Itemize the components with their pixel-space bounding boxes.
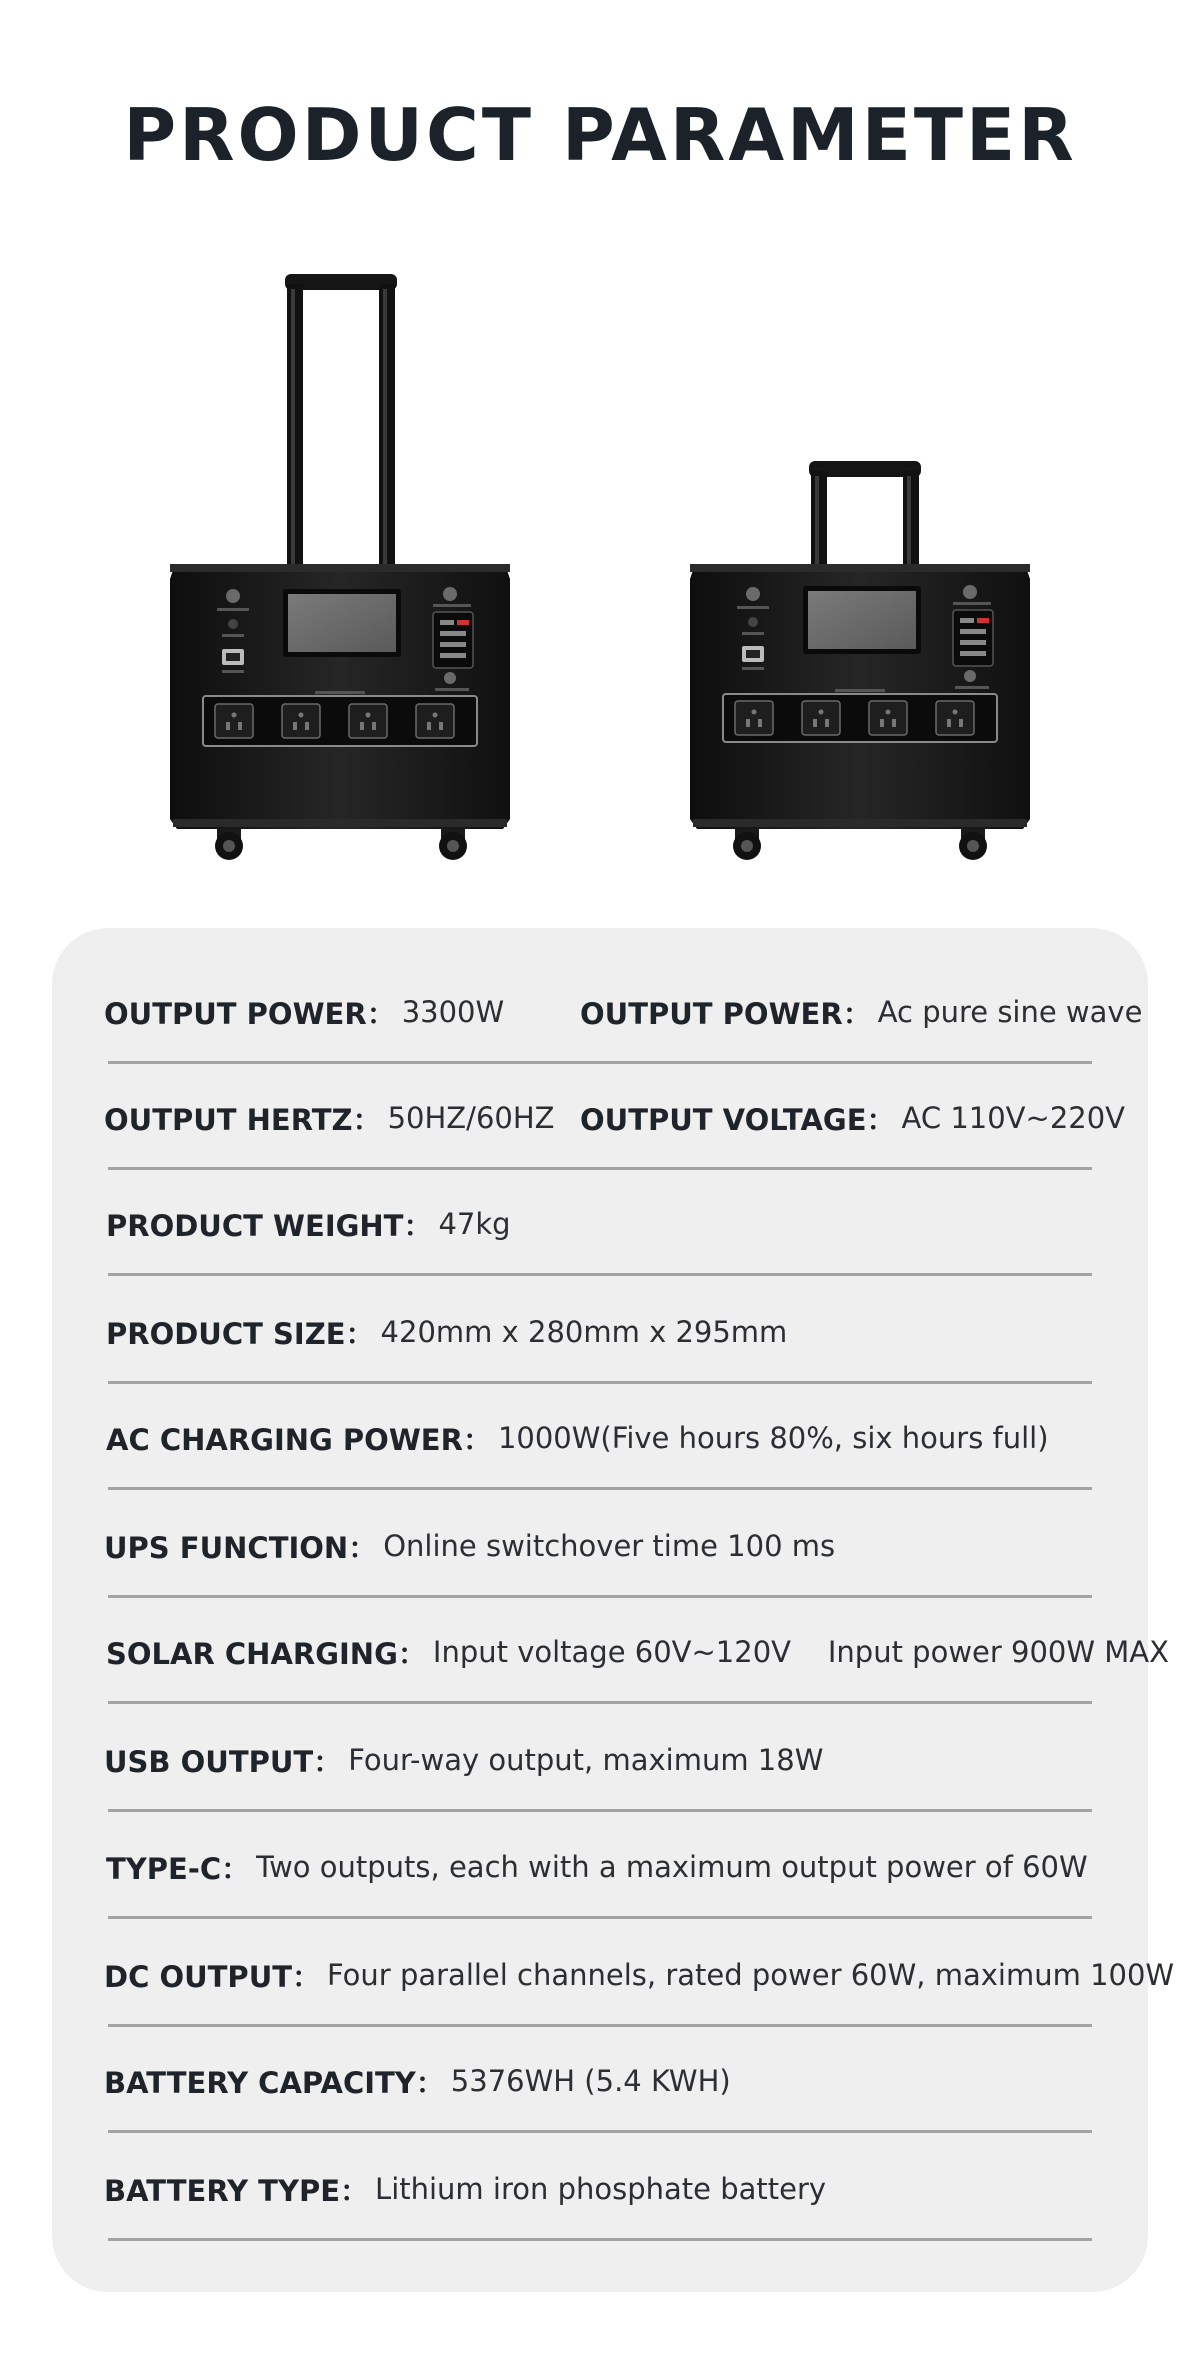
product-image-handle-retracted	[685, 264, 1035, 864]
spec-label: BATTERY TYPE：	[104, 2173, 370, 2208]
spec-item-type-c	[106, 1817, 1088, 1917]
spec-item-dc-output	[104, 1925, 1174, 2025]
divider	[108, 1487, 1092, 1490]
spec-label: AC CHARGING POWER：	[106, 1422, 492, 1457]
spec-value: 3300W	[401, 995, 505, 1029]
divider	[108, 2238, 1092, 2241]
spec-value: Lithium iron phosphate battery	[375, 2172, 827, 2206]
spec-value: 5376WH (5.4 KWH)	[450, 2064, 731, 2098]
divider	[108, 2024, 1092, 2027]
spec-label: OUTPUT VOLTAGE：	[580, 1102, 896, 1137]
product-image-handle-extended	[165, 264, 515, 864]
divider	[108, 1381, 1092, 1384]
spec-label: PRODUCT SIZE：	[106, 1316, 375, 1351]
spec-item-solar-charging	[106, 1602, 1169, 1702]
spec-value: Ac pure sine wave	[877, 995, 1143, 1029]
spec-value: Four parallel channels, rated power 60W, maximum 100W	[327, 1958, 1175, 1992]
divider	[108, 2130, 1092, 2133]
spec-row-battery-capacity	[104, 2031, 1084, 2133]
spec-item-ac-charging-power	[106, 1388, 1049, 1488]
spec-item-product-weight	[106, 1174, 511, 1274]
spec-label: SOLAR CHARGING：	[106, 1636, 427, 1671]
divider	[108, 1809, 1092, 1812]
spec-row-ups-function	[104, 1496, 1084, 1598]
spec-row-ac-charging-power	[104, 1388, 1084, 1490]
spec-value: 50HZ/60HZ	[387, 1101, 555, 1135]
spec-value: AC 110V~220V	[901, 1101, 1126, 1135]
divider	[108, 1273, 1092, 1276]
page-title: PRODUCT PARAMETER	[123, 93, 1077, 177]
spec-row-usb-output	[104, 1710, 1084, 1812]
spec-label: PRODUCT WEIGHT：	[106, 1208, 433, 1243]
spec-item-output-hertz	[104, 1068, 555, 1168]
spec-row-dc-output	[104, 1925, 1175, 2027]
spec-label: BATTERY CAPACITY：	[104, 2065, 445, 2100]
spec-value: Four-way output, maximum 18W	[348, 1743, 824, 1777]
product-images	[0, 250, 1200, 870]
divider	[108, 1916, 1092, 1919]
spec-panel	[52, 928, 1175, 2292]
spec-label: OUTPUT HERTZ：	[104, 1102, 382, 1137]
spec-value: 1000W(Five hours 80%, six hours full)	[497, 1421, 1049, 1455]
spec-item-product-size	[106, 1282, 787, 1382]
spec-row-product-weight	[104, 1174, 1084, 1276]
spec-label: DC OUTPUT：	[104, 1959, 322, 1994]
spec-row-product-size	[104, 1282, 1084, 1384]
spec-value: Input voltage 60V~120V Input power 900W MAX	[432, 1635, 1170, 1669]
spec-value: Two outputs, each with a maximum output power of 60W	[256, 1850, 1088, 1884]
divider	[108, 1061, 1092, 1064]
spec-item-ups-function	[104, 1496, 835, 1596]
spec-item-output-waveform	[580, 962, 1142, 1062]
spec-row-type-c	[104, 1817, 1088, 1919]
spec-item-output-voltage	[580, 1068, 1125, 1168]
spec-row-output-power	[104, 962, 1143, 1064]
spec-row-battery-type	[104, 2139, 1084, 2241]
spec-row-output-hertz	[104, 1068, 1126, 1170]
spec-item-battery-type	[104, 2139, 826, 2239]
spec-item-battery-capacity	[104, 2031, 731, 2131]
divider	[108, 1701, 1092, 1704]
spec-item-output-power	[104, 962, 504, 1062]
spec-label: OUTPUT POWER：	[580, 996, 872, 1031]
spec-value: 47kg	[438, 1207, 511, 1241]
divider	[108, 1167, 1092, 1170]
divider	[108, 1595, 1092, 1598]
spec-label: OUTPUT POWER：	[104, 996, 396, 1031]
spec-value: 420mm x 280mm x 295mm	[380, 1315, 788, 1349]
spec-label: USB OUTPUT：	[104, 1744, 343, 1779]
spec-row-solar-charging	[104, 1602, 1170, 1704]
spec-item-usb-output	[104, 1710, 823, 1810]
spec-label: TYPE-C：	[106, 1851, 251, 1886]
spec-label: UPS FUNCTION：	[104, 1530, 378, 1565]
spec-value: Online switchover time 100 ms	[383, 1529, 836, 1563]
